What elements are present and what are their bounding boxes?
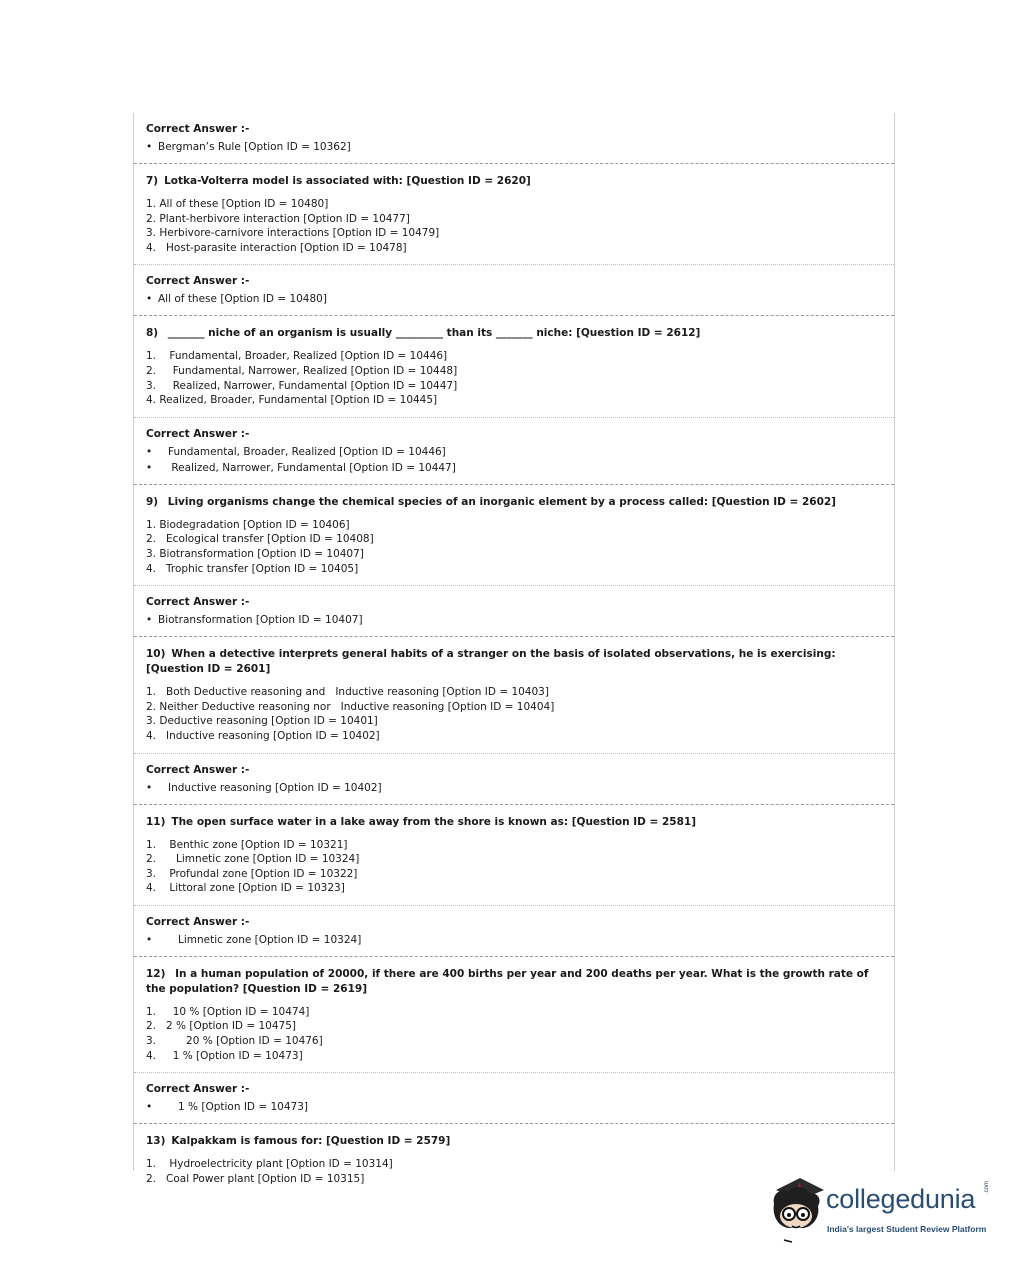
answer-block xyxy=(134,905,894,956)
answer-item xyxy=(146,612,882,628)
question-title xyxy=(146,164,882,197)
answer-text: Bergman’s Rule [Option ID = 10362] xyxy=(158,141,351,153)
answer-item xyxy=(146,139,882,155)
logo-tagline: India's largest Student Review Platform xyxy=(827,1224,987,1234)
answer-list xyxy=(146,444,882,484)
bullet-icon: • xyxy=(146,293,153,306)
bullet-icon: • xyxy=(146,781,153,794)
question-text: Lotka-Volterra model is associated with: [Question ID = 2620] xyxy=(164,175,531,187)
question-text: When a detective interprets general habits of a stranger on the basis of isolated observations, he is exercising: [Question ID = 2601] xyxy=(146,648,836,676)
correct-answer-heading: Correct Answer :- xyxy=(146,1083,250,1096)
question-text: _______ niche of an organism is usually _________ than its _______ niche: [Question ID = 2612] xyxy=(164,327,701,340)
option-item: 3. Realized, Narrower, Fundamental [Option ID = 10447] xyxy=(146,379,458,392)
answer-block xyxy=(134,753,894,804)
option-item: 1. Benthic zone [Option ID = 10321] xyxy=(146,838,348,851)
option-item: 1. All of these [Option ID = 10480] xyxy=(146,198,329,210)
logo-wordmark: collegedunia xyxy=(826,1184,976,1214)
question-title xyxy=(146,1124,882,1157)
answer-list xyxy=(146,1099,882,1123)
answer-text: Biotransformation [Option ID = 10407] xyxy=(158,614,363,627)
question-block xyxy=(134,636,894,752)
answer-list xyxy=(146,612,882,636)
bullet-icon: • xyxy=(146,461,153,474)
question-number: 12) xyxy=(146,967,166,980)
answer-item xyxy=(146,460,882,476)
collegedunia-logo xyxy=(766,1176,996,1248)
answer-block xyxy=(134,585,894,636)
answer-list xyxy=(146,932,882,956)
option-item: 3. Biotransformation [Option ID = 10407] xyxy=(146,547,364,560)
answer-list xyxy=(146,291,882,315)
option-item: 3. Herbivore-carnivore interactions [Option ID = 10479] xyxy=(146,227,440,240)
question-block xyxy=(134,163,894,264)
answer-item xyxy=(146,1099,882,1115)
option-item: 1. Hydroelectricity plant [Option ID = 10314] xyxy=(146,1158,393,1171)
answer-block xyxy=(134,113,894,163)
question-number: 7) xyxy=(146,175,159,187)
answer-text: Inductive reasoning [Option ID = 10402] xyxy=(168,781,382,794)
answer-text: Limnetic zone [Option ID = 10324] xyxy=(168,933,362,946)
question-block xyxy=(134,315,894,416)
question-text: Kalpakkam is famous for: [Question ID = 2579] xyxy=(171,1135,451,1148)
option-item: 4. Host-parasite interaction [Option ID = 10478] xyxy=(146,241,407,254)
answer-block xyxy=(134,1072,894,1123)
option-list xyxy=(146,1005,882,1072)
answer-list xyxy=(146,780,882,804)
option-item: 1. 10 % [Option ID = 10474] xyxy=(146,1005,310,1018)
question-number: 13) xyxy=(146,1135,166,1148)
option-item: 4. Realized, Broader, Fundamental [Option ID = 10445] xyxy=(146,394,438,407)
answer-item xyxy=(146,780,882,796)
question-title xyxy=(146,316,882,349)
option-list xyxy=(146,518,882,585)
option-item: 2. 2 % [Option ID = 10475] xyxy=(146,1020,296,1033)
answer-text: Realized, Narrower, Fundamental [Option ID = 10447] xyxy=(168,461,456,474)
option-item: 2. Fundamental, Narrower, Realized [Option ID = 10448] xyxy=(146,364,458,377)
option-item: 3. Deductive reasoning [Option ID = 10401] xyxy=(146,715,378,728)
answer-item xyxy=(146,932,882,948)
option-item: 2. Plant-herbivore interaction [Option ID = 10477] xyxy=(146,212,410,225)
bullet-icon: • xyxy=(146,1101,153,1114)
correct-answer-heading: Correct Answer :- xyxy=(146,275,250,288)
question-title xyxy=(146,637,882,685)
option-item: 4. 1 % [Option ID = 10473] xyxy=(146,1049,303,1062)
correct-answer-heading: Correct Answer :- xyxy=(146,915,250,928)
answer-list xyxy=(146,139,882,163)
question-text: In a human population of 20000, if there are 400 births per year and 200 deaths per year. What is the growth rate of the population? [Question ID = 2619] xyxy=(146,967,869,995)
option-item: 4. Trophic transfer [Option ID = 10405] xyxy=(146,562,359,575)
bullet-icon: • xyxy=(146,933,153,946)
answer-block xyxy=(134,417,894,484)
option-item: 2. Ecological transfer [Option ID = 10408] xyxy=(146,533,374,546)
option-item: 2. Limnetic zone [Option ID = 10324] xyxy=(146,853,360,866)
bullet-icon: • xyxy=(146,614,153,627)
option-list xyxy=(146,197,882,264)
question-title xyxy=(146,485,882,518)
option-list xyxy=(146,349,882,416)
question-block xyxy=(134,956,894,1072)
question-title xyxy=(146,805,882,838)
question-number: 9) xyxy=(146,495,159,508)
question-number: 10) xyxy=(146,648,166,661)
option-item: 3. Profundal zone [Option ID = 10322] xyxy=(146,867,358,880)
question-number: 11) xyxy=(146,815,166,828)
answer-text: 1 % [Option ID = 10473] xyxy=(168,1101,308,1114)
question-block xyxy=(134,484,894,585)
student-mascot-icon xyxy=(766,1176,828,1248)
question-text: The open surface water in a lake away from the shore is known as: [Question ID = 2581] xyxy=(171,815,697,828)
answer-block xyxy=(134,264,894,315)
question-number: 8) xyxy=(146,327,159,340)
option-item: 2. Neither Deductive reasoning nor Inductive reasoning [Option ID = 10404] xyxy=(146,700,555,713)
option-item: 1. Biodegradation [Option ID = 10406] xyxy=(146,518,350,531)
correct-answer-heading: Correct Answer :- xyxy=(146,763,250,776)
answer-item xyxy=(146,291,882,307)
option-item: 1. Fundamental, Broader, Realized [Option ID = 10446] xyxy=(146,350,448,363)
option-item: 2. Coal Power plant [Option ID = 10315] xyxy=(146,1172,365,1185)
option-item: 4. Inductive reasoning [Option ID = 10402] xyxy=(146,729,380,742)
question-paper xyxy=(133,113,895,1185)
answer-text: Fundamental, Broader, Realized [Option ID = 10446] xyxy=(168,445,446,458)
option-list xyxy=(146,838,882,905)
answer-text: All of these [Option ID = 10480] xyxy=(158,293,327,306)
option-item: 3. 20 % [Option ID = 10476] xyxy=(146,1035,323,1048)
correct-answer-heading: Correct Answer :- xyxy=(146,427,250,440)
logo-domain-suffix: .com xyxy=(984,1180,990,1194)
question-text: Living organisms change the chemical species of an inorganic element by a process called: [Question ID = 2602] xyxy=(164,495,836,508)
bullet-icon: • xyxy=(146,141,153,153)
option-item: 4. Littoral zone [Option ID = 10323] xyxy=(146,882,345,895)
answer-item xyxy=(146,444,882,460)
question-title xyxy=(146,957,882,1005)
option-item: 1. Both Deductive reasoning and Inductive reasoning [Option ID = 10403] xyxy=(146,686,549,699)
option-list xyxy=(146,685,882,752)
correct-answer-heading: Correct Answer :- xyxy=(146,596,250,609)
question-block xyxy=(134,804,894,905)
correct-answer-heading: Correct Answer :- xyxy=(146,123,250,135)
bullet-icon: • xyxy=(146,445,153,458)
